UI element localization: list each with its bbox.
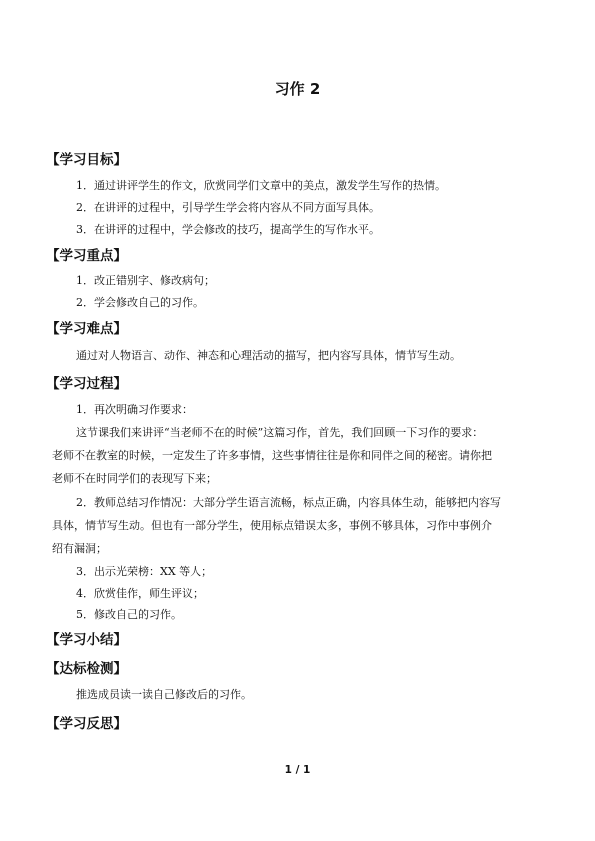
goal-item: 3．在讲评的过程中，学会修改的技巧，提高学生的写作水平。: [76, 223, 380, 236]
process-paragraph-line: 绍有漏洞；: [52, 542, 107, 555]
process-step: 1．再次明确习作要求：: [76, 403, 193, 416]
section-heading-process: 【学习过程】: [46, 376, 127, 392]
section-heading-reflection: 【学习反思】: [46, 716, 127, 732]
section-heading-key-points: 【学习重点】: [46, 248, 127, 264]
process-paragraph-line: 这节课我们来讲评“当老师不在的时候”这篇习作，首先，我们回顾一下习作的要求：: [76, 426, 484, 439]
process-step: 5．修改自己的习作。: [76, 608, 182, 621]
process-paragraph-line: 老师不在时同学们的表现写下来；: [52, 472, 217, 485]
section-heading-summary: 【学习小结】: [46, 632, 127, 648]
process-paragraph-line: 老师不在教室的时候，一定发生了许多事情，这些事情往往是你和同伴之间的秘密。请你把: [52, 449, 492, 462]
section-heading-assessment: 【达标检测】: [46, 661, 127, 677]
assessment-text: 推选成员读一读自己修改后的习作。: [76, 688, 252, 701]
section-heading-difficulties: 【学习难点】: [46, 321, 127, 337]
section-heading-goals: 【学习目标】: [46, 152, 127, 168]
process-step: 4．欣赏佳作，师生评议；: [76, 587, 204, 600]
page-title: 习作 2: [274, 80, 321, 98]
goal-item: 1．通过讲评学生的作文，欣赏同学们文章中的美点，激发学生写作的热情。: [76, 179, 446, 192]
process-step: 2．教师总结习作情况：大部分学生语言流畅，标点正确，内容具体生动，能够把内容写: [76, 496, 501, 509]
goal-item: 2．在讲评的过程中，引导学生学会将内容从不同方面写具体。: [76, 201, 380, 214]
difficulty-text: 通过对人物语言、动作、神态和心理活动的描写，把内容写具体，情节写生动。: [76, 349, 461, 362]
key-point-item: 1．改正错别字、修改病句；: [76, 274, 215, 287]
process-step: 3．出示光荣榜：XX 等人；: [76, 565, 213, 578]
page-number: 1 / 1: [284, 764, 311, 776]
process-paragraph-line: 具体，情节写生动。但也有一部分学生，使用标点错误太多，事例不够具体，习作中事例介: [52, 519, 492, 532]
key-point-item: 2．学会修改自己的习作。: [76, 296, 204, 309]
